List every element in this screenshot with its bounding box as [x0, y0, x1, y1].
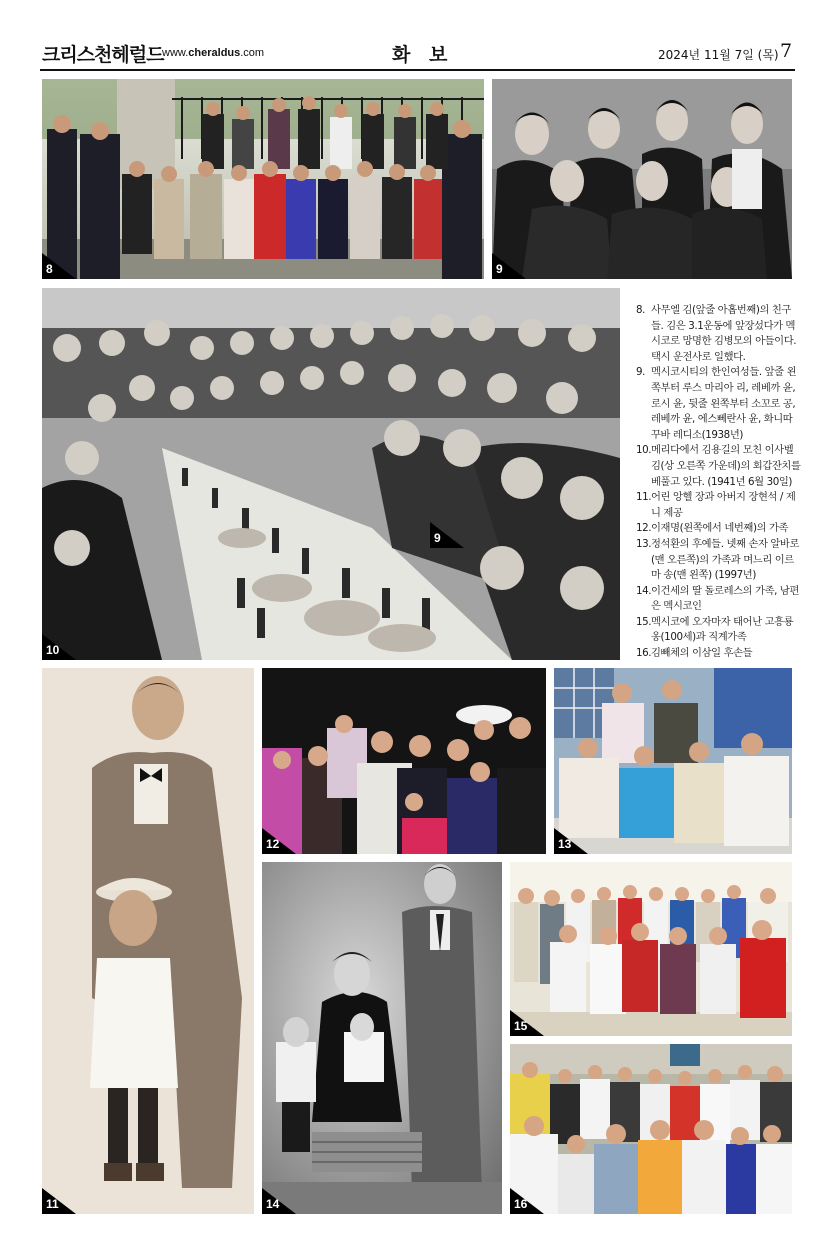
caption-item: 9. 멕시코시티의 한인여성들. 앞줄 왼쪽부터 루스 마리아 리, 레베까 윤, 로시 윤, 뒷줄 왼쪽부터 소꼬로 공, 레베까 윤, 에스뻬란사 윤, 화니따 꾸바 레디소(1938년) — [636, 366, 797, 441]
caption-item: 12. 이재명(왼쪽에서 네번째)의 가족 — [636, 522, 789, 535]
section-title: 화 보 — [392, 44, 454, 66]
caption-item: 10. 메리다에서 김용길의 모친 이사벨 김(상 오른쪽 가운데)의 회갑잔치를 베풀고 있다. (1941년 6월 30일) — [636, 444, 801, 488]
photo-captions — [636, 303, 802, 662]
photo-number-badge: 12 — [262, 828, 296, 854]
url-domain: cheraldus — [188, 47, 241, 59]
caption-item: 16. 김빼체의 이삼일 후손들 — [636, 647, 753, 660]
photo-16 — [510, 1044, 792, 1214]
masthead: 크리스천헤럴드 — [42, 44, 164, 66]
caption-item: 8. 사무엘 김(앞줄 아홉번째)의 친구들. 김은 3.1운동에 앞장섰다가 멕시코로 망명한 김병모의 아들이다. 택시 운전사로 일했다. — [636, 304, 797, 363]
photo-number-badge: 9 — [492, 253, 526, 279]
photo-15 — [510, 862, 792, 1036]
caption-item: 13. 정석환의 후예들. 넷째 손자 알바로(맨 오른쪽)의 가족과 며느리 이르마 송(맨 왼쪽) (1997년) — [636, 537, 800, 582]
page-header — [0, 0, 835, 72]
photo-13 — [554, 668, 792, 854]
url-suffix: .com — [240, 47, 265, 59]
caption-item: 11. 어린 앙헬 장과 아버지 장현석 / 제니 제공 — [636, 491, 796, 519]
url-prefix: www. — [162, 47, 189, 59]
caption-item: 15. 멕시코에 오자마자 태어난 고흥룡옹(100세)과 직계가족 — [636, 615, 794, 644]
photo-number-badge: 14 — [262, 1188, 296, 1214]
page-number: 7 — [780, 40, 793, 62]
photo-number-badge: 15 — [510, 1010, 544, 1036]
photo-8 — [42, 79, 484, 279]
photo-14 — [262, 862, 502, 1214]
caption-item: 14. 이건세의 딸 돌로레스의 가족, 남편은 멕시코인 — [636, 584, 800, 613]
site-url[interactable] — [162, 47, 264, 59]
photo-number-badge: 9 — [430, 522, 464, 548]
header-rule — [40, 69, 795, 71]
photo-number-badge: 13 — [554, 828, 588, 854]
photo-11 — [42, 668, 254, 1214]
photo-10 — [42, 288, 620, 660]
photo-number-badge: 16 — [510, 1188, 544, 1214]
issue-date: 2024년 11월 7일 (목) — [658, 48, 779, 62]
photo-number-badge: 8 — [42, 253, 76, 279]
photo-9 — [492, 79, 792, 279]
photo-number-badge: 10 — [42, 634, 76, 660]
photo-12 — [262, 668, 546, 854]
photo-number-badge: 11 — [42, 1188, 76, 1214]
